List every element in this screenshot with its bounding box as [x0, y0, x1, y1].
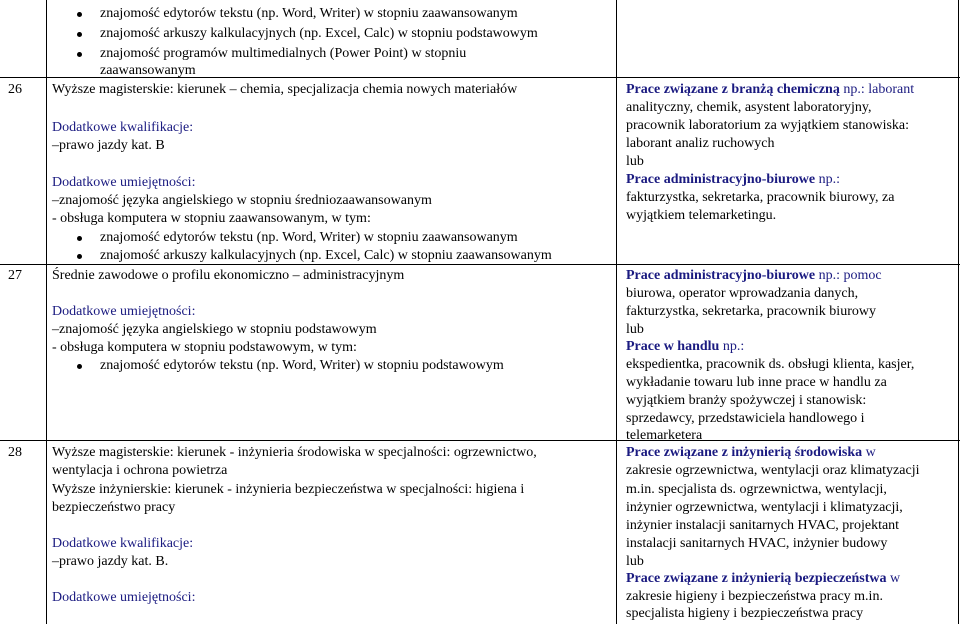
- job-line: Prace związane z branżą chemiczną np.: laborant: [626, 82, 915, 97]
- job-line: lub: [626, 554, 644, 569]
- bullet-icon: [77, 254, 82, 259]
- list-item: znajomość edytorów tekstu (np. Word, Writer) w stopniu zaawansowanym: [100, 6, 518, 21]
- education-title: Wyższe magisterskie: kierunek – chemia, specjalizacja chemia nowych materiałów: [52, 82, 518, 97]
- job-line: wyjątkiem telemarketingu.: [626, 208, 777, 223]
- bullet-icon: [77, 236, 82, 241]
- job-line: fakturzystka, sekretarka, pracownik biurowy, za: [626, 190, 895, 205]
- section-heading: Dodatkowe kwalifikacje:: [52, 536, 194, 551]
- bullet-icon: [77, 364, 82, 369]
- row-number: 26: [8, 82, 22, 97]
- row-number: 28: [8, 445, 22, 460]
- list-item: znajomość arkuszy kalkulacyjnych (np. Excel, Calc) w stopniu zaawansowanym: [100, 248, 552, 263]
- row-divider-28: [0, 440, 960, 441]
- row-number: 27: [8, 268, 22, 283]
- job-line: Prace związane z inżynierią bezpieczeństwa w: [626, 571, 901, 586]
- job-line: fakturzystka, sekretarka, pracownik biurowy: [626, 304, 876, 319]
- job-line: inżynier instalacji sanitarnych HVAC, projektant: [626, 518, 900, 533]
- list-item: znajomość edytorów tekstu (np. Word, Writer) w stopniu zaawansowanym: [100, 230, 518, 245]
- job-line: zakresie higieny i bezpieczeństwa pracy m.in.: [626, 589, 883, 604]
- education-title: Wyższe inżynierskie: kierunek - inżynieria bezpieczeństwa w specjalności: higiena i: [52, 482, 525, 497]
- section-heading: Dodatkowe umiejętności:: [52, 590, 196, 605]
- job-line: inżynier ogrzewnictwa, wentylacji i klimatyzacji,: [626, 500, 903, 515]
- qualification-item: –prawo jazdy kat. B: [52, 138, 165, 153]
- skill-item: –znajomość języka angielskiego w stopniu średniozaawansowanym: [52, 193, 432, 208]
- section-heading: Dodatkowe kwalifikacje:: [52, 120, 194, 135]
- qualification-item: –prawo jazdy kat. B.: [52, 554, 169, 569]
- bullet-icon: [77, 32, 82, 37]
- job-line: specjalista higieny i bezpieczeństwa pracy: [626, 606, 864, 621]
- section-heading: Dodatkowe umiejętności:: [52, 304, 196, 319]
- job-line: laborant analiz ruchowych: [626, 136, 775, 151]
- job-line: Prace związane z inżynierią środowiska w: [626, 445, 876, 460]
- job-line: lub: [626, 322, 644, 337]
- education-title: Wyższe magisterskie: kierunek - inżynieria środowiska w specjalności: ogrzewnictwo,: [52, 445, 537, 460]
- skill-item: - obsługa komputera w stopniu podstawowym, w tym:: [52, 340, 357, 355]
- list-item: znajomość arkuszy kalkulacyjnych (np. Excel, Calc) w stopniu podstawowym: [100, 26, 538, 41]
- job-line: instalacji sanitarnych HVAC, inżynier budowy: [626, 536, 888, 551]
- bullet-icon: [77, 52, 82, 57]
- job-line: telemarketera: [626, 428, 703, 443]
- job-line: zakresie ogrzewnictwa, wentylacji oraz klimatyzacji: [626, 463, 920, 478]
- skill-item: –znajomość języka angielskiego w stopniu podstawowym: [52, 322, 377, 337]
- list-item: znajomość programów multimedialnych (Power Point) w stopniu: [100, 46, 467, 61]
- job-line: m.in. specjalista ds. ogrzewnictwa, wentylacji,: [626, 482, 887, 497]
- education-title: bezpieczeństwo pracy: [52, 500, 176, 515]
- job-line: ekspedientka, pracownik ds. obsługi klienta, kasjer,: [626, 357, 915, 372]
- list-item-continuation: zaawansowanym: [100, 63, 196, 78]
- column-divider-right: [616, 0, 617, 624]
- education-title: wentylacja i ochrona powietrza: [52, 463, 228, 478]
- education-title: Średnie zawodowe o profilu ekonomiczno – administracyjnym: [52, 268, 405, 283]
- job-line: analityczny, chemik, asystent laboratoryjny,: [626, 100, 872, 115]
- job-line: Prace w handlu np.:: [626, 339, 745, 354]
- job-line: sprzedawcy, przedstawiciela handlowego i: [626, 411, 865, 426]
- job-line: lub: [626, 154, 644, 169]
- column-divider-left: [46, 0, 47, 624]
- bullet-icon: [77, 12, 82, 17]
- job-line: Prace administracyjno-biurowe np.:: [626, 172, 840, 187]
- list-item: znajomość edytorów tekstu (np. Word, Writer) w stopniu podstawowym: [100, 358, 504, 373]
- job-line: pracownik laboratorium za wyjątkiem stanowiska:: [626, 118, 910, 133]
- skill-item: - obsługa komputera w stopniu zaawansowanym, w tym:: [52, 211, 371, 226]
- job-line: wykładanie towaru lub inne prace w handlu za: [626, 375, 887, 390]
- section-heading: Dodatkowe umiejętności:: [52, 175, 196, 190]
- job-line: wyjątkiem branży spożywczej i stanowisk:: [626, 393, 867, 408]
- job-line: biurowa, operator wprowadzania danych,: [626, 286, 859, 301]
- table-border-right: [958, 0, 959, 624]
- job-line: Prace administracyjno-biurowe np.: pomoc: [626, 268, 882, 283]
